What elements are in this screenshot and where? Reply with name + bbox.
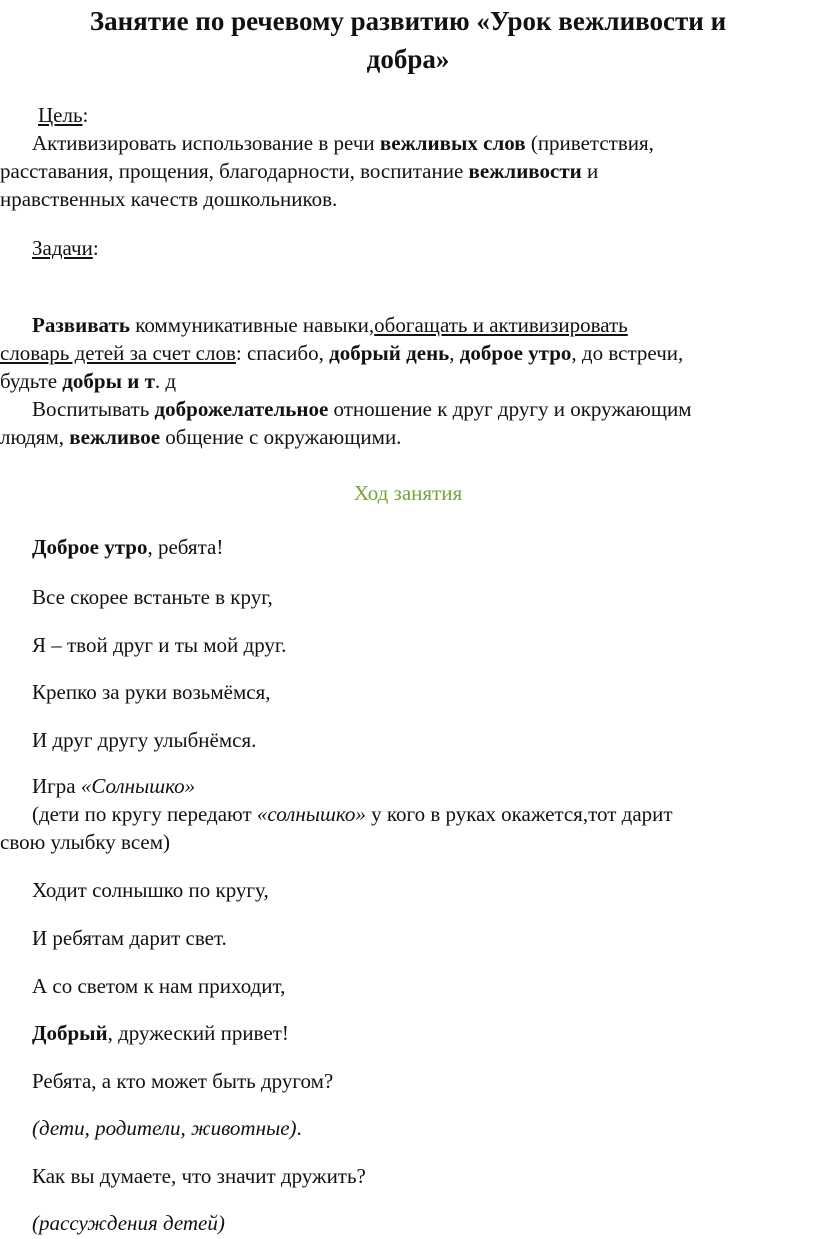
poem-line-1: Все скорее встаньте в круг, <box>32 585 273 609</box>
game-title-line: Игра «Солнышко» <box>32 774 196 798</box>
doc-title-line-2: добра» <box>366 44 450 74</box>
sun-line-3: А со светом к нам приходит, <box>32 974 286 998</box>
answer-2: (рассуждения детей) <box>32 1211 225 1235</box>
question-2: Как вы думаете, что значит дружить? <box>32 1164 366 1188</box>
doc-title-line-1: Занятие по речевому развитию «Урок вежливости и <box>89 6 727 36</box>
goal-line-1: Активизировать использование в речи вежливых слов (приветствия, <box>32 131 654 155</box>
answer-1: (дети, родители, животные). <box>32 1116 302 1140</box>
line-greeting: Доброе утро, ребята! <box>32 535 224 559</box>
game-desc-line-1: (дети по кругу передают «солнышко» у кого в руках окажется,тот дарит <box>32 802 673 826</box>
sun-line-1: Ходит солнышко по кругу, <box>32 878 269 902</box>
question-1: Ребята, а кто может быть другом? <box>32 1069 334 1093</box>
goal-line-2: расставания, прощения, благодарности, воспитание вежливости и <box>0 159 599 183</box>
poem-line-2: Я – твой друг и ты мой друг. <box>32 633 287 657</box>
tasks-line-3: будьте добры и т. д <box>0 369 177 393</box>
section-title: Ход занятия <box>353 481 463 505</box>
poem-line-4: И друг другу улыбнёмся. <box>32 728 257 752</box>
tasks-label: Задачи <box>32 236 93 260</box>
goal-label-line: Цель: <box>38 103 89 127</box>
sun-line-4: Добрый, дружеский привет! <box>32 1021 289 1045</box>
tasks-line-2: словарь детей за счет слов: спасибо, добрый день, доброе утро, до встречи, <box>0 341 684 365</box>
tasks-label-line: Задачи: <box>32 236 99 260</box>
sun-line-2: И ребятам дарит свет. <box>32 926 227 950</box>
tasks-line-4: Воспитывать доброжелательное отношение к друг другу и окружающим <box>32 397 692 421</box>
tasks-line-1: Развивать коммуникативные навыки,обогащать и активизировать <box>32 313 628 337</box>
goal-line-3: нравственных качеств дошкольников. <box>0 187 338 211</box>
poem-line-3: Крепко за руки возьмёмся, <box>32 680 271 704</box>
goal-label: Цель <box>38 103 83 127</box>
game-desc-line-2: свою улыбку всем) <box>0 830 171 854</box>
tasks-line-5: людям, вежливое общение с окружающими. <box>0 425 402 449</box>
